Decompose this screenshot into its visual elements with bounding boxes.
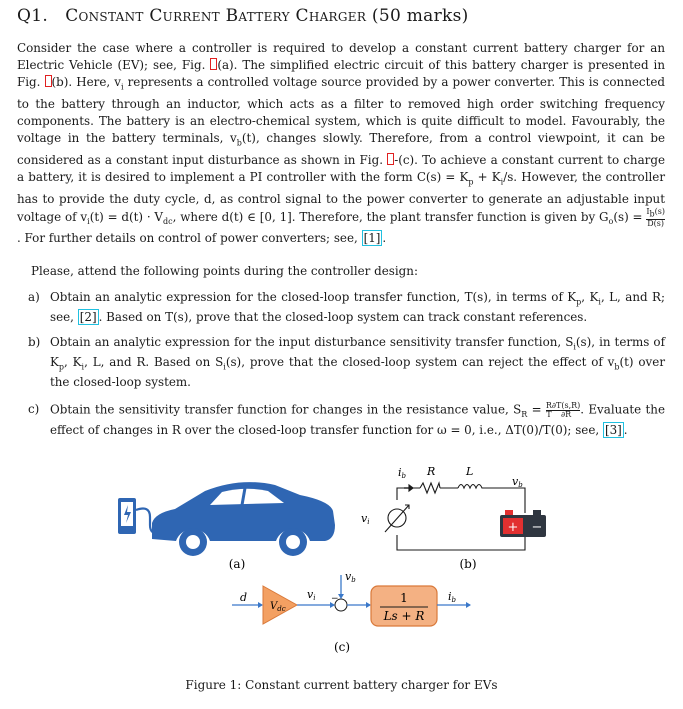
question-number: Q1. xyxy=(17,6,49,26)
citation-link-1[interactable]: [1] xyxy=(363,231,381,246)
list-item-b: b) Obtain an analytic expression for the input disturbance sensitivity transfer function, $S_i(s)$, in terms of $K_p$, $K_i$, L, and R. Based on $S_i(s)$, prove that the closed-loop system can reject the effect of $v_b(t)$ over the closed-loop system. xyxy=(28,334,665,390)
svg-text:−: − xyxy=(531,520,543,535)
question-heading: Constant Current Battery Charger xyxy=(65,6,367,26)
attend-text: Please, attend the following points during the controller design: xyxy=(31,264,418,278)
list-item-c: c) Obtain the sensitivity transfer function for changes in the resistance value, $S_R$ = $\frac{R}{T}$ $\frac{\partial T(s,R)}{\partial R}$. Evaluate the effect of changes in R over the closed-loop transfer function for ω = 0, i.e., ΔT(0)/T(0); see, [3] . xyxy=(28,401,666,437)
label-vi: vi xyxy=(361,512,370,526)
citation-link-3[interactable]: [3] xyxy=(604,422,622,437)
resistor-icon xyxy=(420,483,440,493)
label-vi-block: vi xyxy=(307,588,316,602)
ev-illustration xyxy=(118,482,335,571)
label-L: L xyxy=(466,465,474,478)
question-title xyxy=(17,6,469,26)
figure-label-b: (b) xyxy=(459,557,477,571)
question-marks: (50 marks) xyxy=(371,6,469,26)
figure-label-a: (a) xyxy=(228,557,246,571)
figure-1 xyxy=(0,455,683,677)
svg-text:+: + xyxy=(507,520,519,535)
task-list xyxy=(28,290,665,439)
figure-label-c: (c) xyxy=(333,640,351,654)
plant-numerator: 1 xyxy=(400,591,408,605)
label-ib-block: ib xyxy=(448,590,457,604)
label-d: d xyxy=(240,591,248,604)
citation-link-2[interactable]: [2] xyxy=(79,310,97,325)
plant-denominator: Ls + R xyxy=(383,609,425,623)
label-R: R xyxy=(427,465,436,478)
inductor-icon xyxy=(458,485,485,489)
figure-caption: Figure 1: Constant current battery charger for EVs xyxy=(185,678,498,692)
list-item-a: a) Obtain an analytic expression for the closed-loop transfer function, T(s), in terms of $K_p$, $K_i$, L, and R; see, [2] . Based on T(s), prove that the closed-loop system can track constant references. xyxy=(28,290,665,325)
figure-ref[interactable] xyxy=(45,75,52,87)
label-vdc: $V_{dc}$ xyxy=(270,601,286,613)
battery-icon xyxy=(500,510,546,537)
intro-paragraph: Consider the case where a controller is required to develop a constant current battery charger for an Electric Vehicle (EV); see, Fig. (a). The simplified electric circuit of this battery charger is presented in Fig. (b). Here, $v_i$ represents a controlled voltage source provided by a power converter. This is connected to the battery through an inductor, which acts as a filter to removed high order switching frequency components. The battery is an electro-chemical system, which is quite difficult to model. Favourably, the voltage in the battery terminals, $v_b(t)$, changes slowly. Therefore, from a control viewpoint, it can be considered as a constant input disturbance as shown in Fig. -(c). To achieve a constant current to charge a battery, it is desired to implement a PI controller with the form $C(s) = K_p + K_i/s$. However, the controller has to provide the duty cycle, d, as control signal to the power converter to generate an adjustable input voltage of $v_i(t) = d(t) \cdot V_{dc}$, where d(t) ∈ [0, 1]. Therefore, the plant transfer function is given by $G_o(s)$ = $\frac{I_b(s)}{D(s)}$. For further details on control of power converters; see, [1] . xyxy=(17,41,666,246)
label-vb-block: vb xyxy=(345,570,356,584)
minus-sign: − xyxy=(331,594,339,604)
label-ib: ib xyxy=(398,466,407,480)
label-vb: vb xyxy=(512,475,523,489)
